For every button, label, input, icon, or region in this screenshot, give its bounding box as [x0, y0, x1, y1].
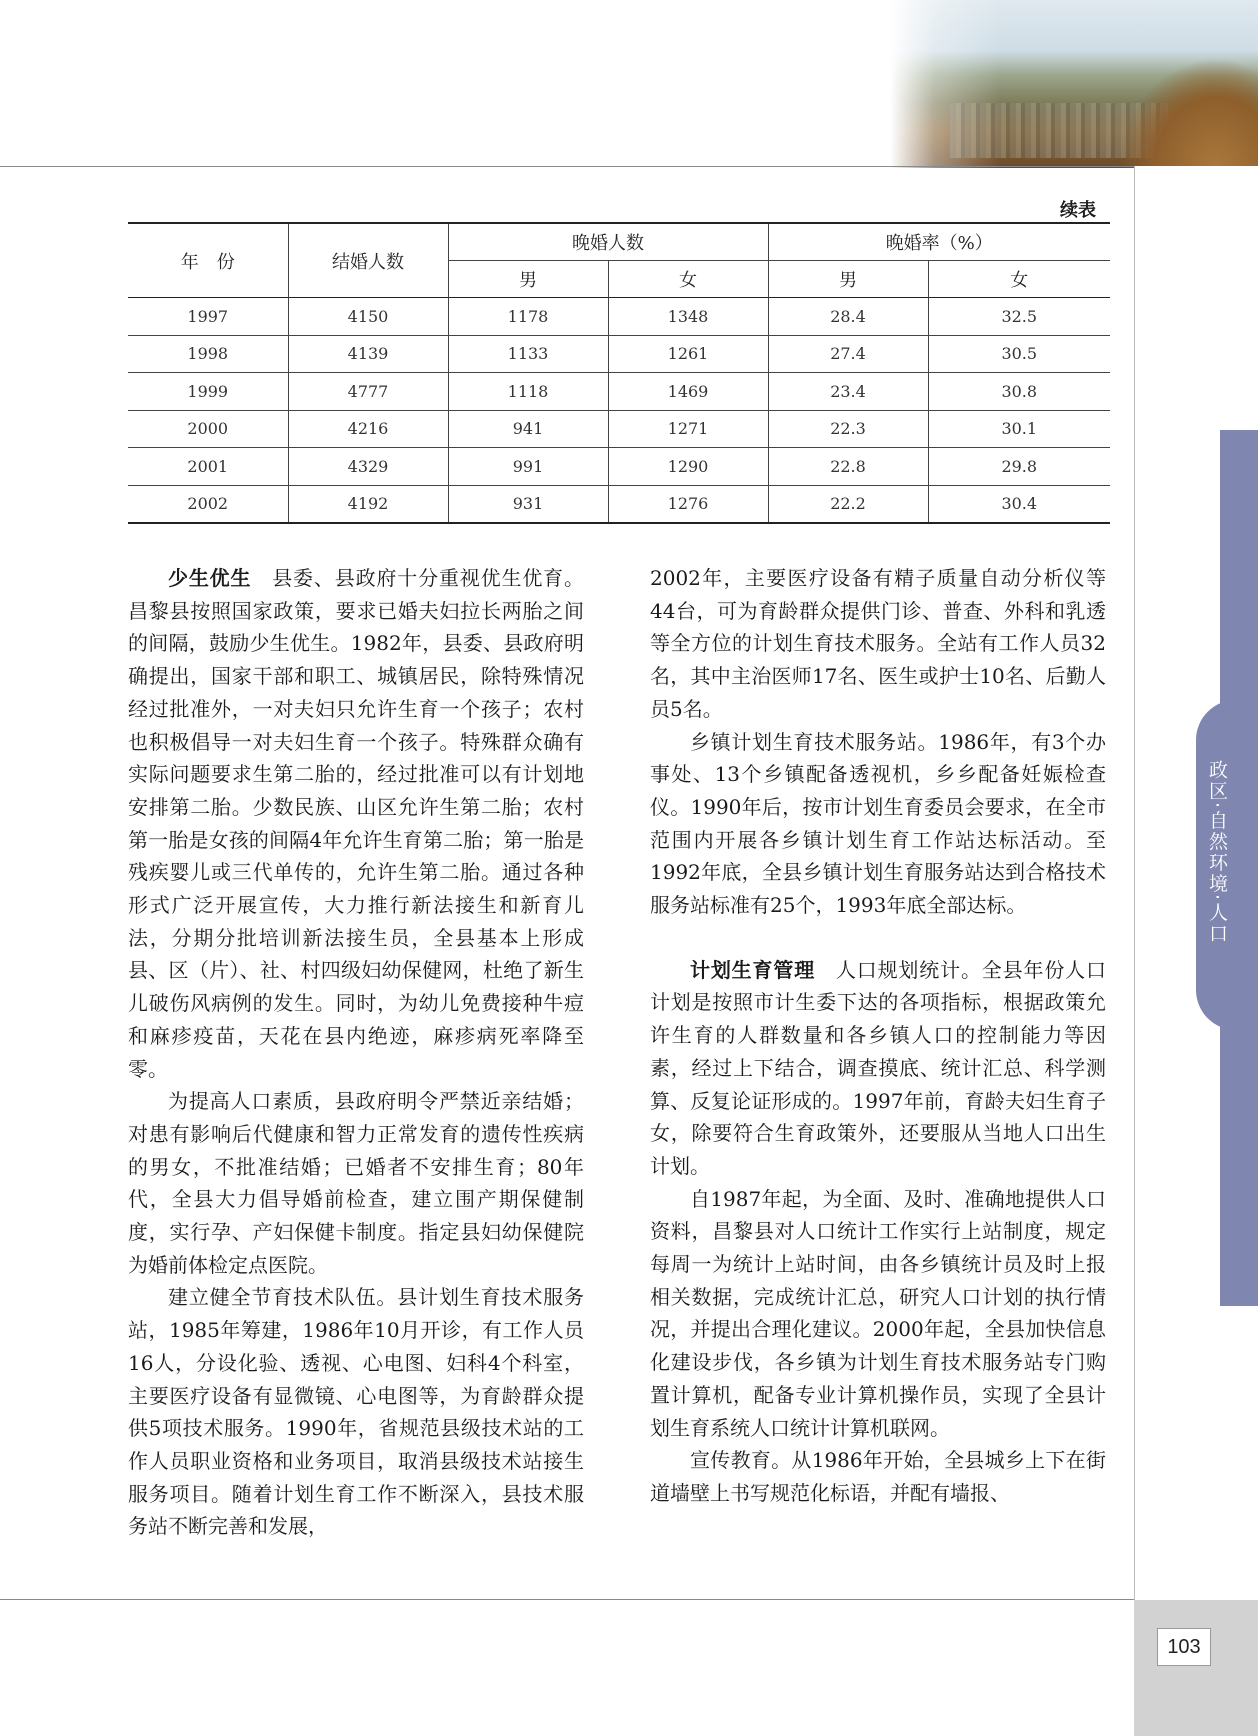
right-column — [650, 562, 1106, 1510]
cell-late-female: 1271 — [608, 410, 768, 448]
late-marriage-table — [128, 222, 1110, 524]
cell-rate-male: 22.8 — [768, 448, 928, 486]
paragraph: 建立健全节育技术队伍。县计划生育技术服务站，1985年筹建，1986年10月开诊，有工作人员16人，分设化验、透视、心电图、妇科4个科室，主要医疗设备有显微镜、心电图等，为育龄群众提供5项技术服务。1990年，省规范县级技术站的工作人员职业资格和业务项目，取消县级技术站接生服务项目。随着计划生育工作不断深入，县技术服务站不断完善和发展， — [128, 1285, 584, 1539]
paragraph-text: 人口规划统计。全县年份人口计划是按照市计生委下达的各项指标，根据政策允许生育的人群数量和各乡镇人口的控制能力等因素，经过上下结合，调查摸底、统计汇总、科学测算、反复论证形成的。1997年前，育龄夫妇生育子女，除要符合生育政策外，还要服从当地人口出生计划。 — [650, 957, 1107, 1178]
section-gap — [650, 922, 1106, 954]
cell-late-male: 1178 — [448, 298, 608, 336]
cell-year: 2001 — [187, 456, 229, 476]
table-row — [128, 335, 1110, 373]
cell-rate-male: 22.2 — [768, 485, 928, 523]
header-late-marriages: 晚婚人数 — [448, 223, 768, 261]
cell-late-female: 1290 — [608, 448, 768, 486]
cell-rate-male: 23.4 — [768, 373, 928, 411]
cell-late-male: 941 — [448, 410, 608, 448]
header-year: 年 份 — [180, 251, 235, 273]
header-landscape-photo — [890, 0, 1258, 168]
cell-marriages: 4329 — [288, 448, 448, 486]
paragraph: 自1987年起，为全面、及时、准确地提供人口资料，昌黎县对人口统计工作实行上站制度，规定每周一为统计上站时间，由各乡镇统计员及时上报相关数据，完成统计汇总，研究人口计划的执行情况，并提出合理化建议。2000年起，全县加快信息化建设步伐，各乡镇为计划生育技术服务站专门购置计算机，配备专业计算机操作员，实现了全县计划生育系统人口统计计算机联网。 — [650, 1186, 1106, 1440]
cell-rate-female: 30.4 — [928, 485, 1110, 523]
photo-hill — [1118, 58, 1258, 168]
cell-marriages: 4139 — [288, 335, 448, 373]
cell-late-male: 931 — [448, 485, 608, 523]
cell-rate-female: 30.1 — [928, 410, 1110, 448]
section-heading-eugenics: 少生优生 — [168, 566, 252, 590]
cell-marriages: 4150 — [288, 298, 448, 336]
cell-year: 1999 — [187, 381, 229, 401]
cell-late-female: 1261 — [608, 335, 768, 373]
paragraph-management — [650, 954, 1106, 1183]
header-marriages: 结婚人数 — [288, 223, 448, 298]
cell-rate-female: 30.8 — [928, 373, 1110, 411]
table-row — [128, 410, 1110, 448]
cell-late-female: 1348 — [608, 298, 768, 336]
section-heading-management: 计划生育管理 — [690, 957, 816, 982]
cell-marriages: 4777 — [288, 373, 448, 411]
header-female: 女 — [608, 261, 768, 298]
cell-late-male: 991 — [448, 448, 608, 486]
paragraph: 宣传教育。从1986年开始，全县城乡上下在街道墙壁上书写规范化标语，并配有墙报、 — [650, 1448, 1106, 1505]
paragraph: 2002年，主要医疗设备有精子质量自动分析仪等44台，可为育龄群众提供门诊、普查、外科和乳透等全方位的计划生育技术服务。全站有工作人员32名，其中主治医师17名、医生或护士10名、后勤人员5名。 — [650, 566, 1106, 721]
cell-rate-female: 30.5 — [928, 335, 1110, 373]
cell-rate-male: 22.3 — [768, 410, 928, 448]
cell-late-male: 1133 — [448, 335, 608, 373]
footer-corner — [1134, 1600, 1258, 1736]
continued-label: 续表 — [1060, 200, 1096, 221]
header-male: 男 — [768, 261, 928, 298]
cell-year: 2002 — [187, 494, 229, 513]
cell-year: 2000 — [187, 419, 229, 439]
cell-late-male: 1118 — [448, 373, 608, 411]
top-rule — [0, 166, 1134, 167]
table-row — [128, 448, 1110, 486]
table-row — [128, 373, 1110, 411]
bottom-rule — [0, 1599, 1134, 1600]
cell-late-female: 1276 — [608, 485, 768, 523]
cell-rate-female: 29.8 — [928, 448, 1110, 486]
cell-year: 1997 — [187, 306, 229, 326]
header-female: 女 — [928, 261, 1110, 298]
cell-rate-female: 32.5 — [928, 298, 1110, 336]
paragraph: 为提高人口素质，县政府明令严禁近亲结婚；对患有影响后代健康和智力正常发育的遗传性疾病的男女，不批准结婚；已婚者不安排生育；80年代，全县大力倡导婚前检查，建立围产期保健制度，实行孕、产妇保健卡制度。指定县妇幼保健院为婚前体检定点医院。 — [128, 1089, 584, 1277]
cell-year: 1998 — [187, 344, 229, 364]
left-column — [128, 562, 584, 1543]
page-number: 103 — [1157, 1628, 1211, 1666]
header-late-rate: 晚婚率（%） — [768, 223, 1110, 261]
cell-marriages: 4192 — [288, 485, 448, 523]
paragraph-eugenics — [128, 562, 584, 1085]
cell-marriages: 4216 — [288, 410, 448, 448]
cell-rate-male: 27.4 — [768, 335, 928, 373]
cell-rate-male: 28.4 — [768, 298, 928, 336]
header-male: 男 — [448, 261, 608, 298]
cell-late-female: 1469 — [608, 373, 768, 411]
side-tab-label: 政区·自然环境·人口 — [1206, 760, 1228, 945]
table-row — [128, 485, 1110, 523]
paragraph: 乡镇计划生育技术服务站。1986年，有3个办事处、13个乡镇配备透视机，乡乡配备妊娠检查仪。1990年后，按市计划生育委员会要求，在全市范围内开展各乡镇计划生育工作站达标活动。至1992年底，全县乡镇计划生育服务站达到合格技术服务站标准有25个，1993年底全部达标。 — [650, 729, 1106, 918]
table-row — [128, 298, 1110, 336]
paragraph-text: 县委、县政府十分重视优生优育。昌黎县按照国家政策，要求已婚夫妇拉长两胎之间的间隔，鼓励少生优生。1982年，县委、县政府明确提出，国家干部和职工、城镇居民，除特殊情况经过批准外，一对夫妇只允许生育一个孩子；农村也积极倡导一对夫妇生育一个孩子。特殊群众确有实际问题要求生第二胎的，经过批准可以有计划地安排第二胎。少数民族、山区允许生第二胎；农村第一胎是女孩的间隔4年允许生育第二胎；第一胎是残疾婴儿或三代单传的，允许生第二胎。通过各种形式广泛开展宣传，大力推行新法接生和新育儿法，分期分批培训新法接生员，全县基本上形成县、区（片）、社、村四级妇幼保健网，杜绝了新生儿破伤风病例的发生。同时，为幼儿免费接种牛痘和麻疹疫苗，天花在县内绝迹，麻疹病死率降至零。 — [128, 566, 585, 1081]
